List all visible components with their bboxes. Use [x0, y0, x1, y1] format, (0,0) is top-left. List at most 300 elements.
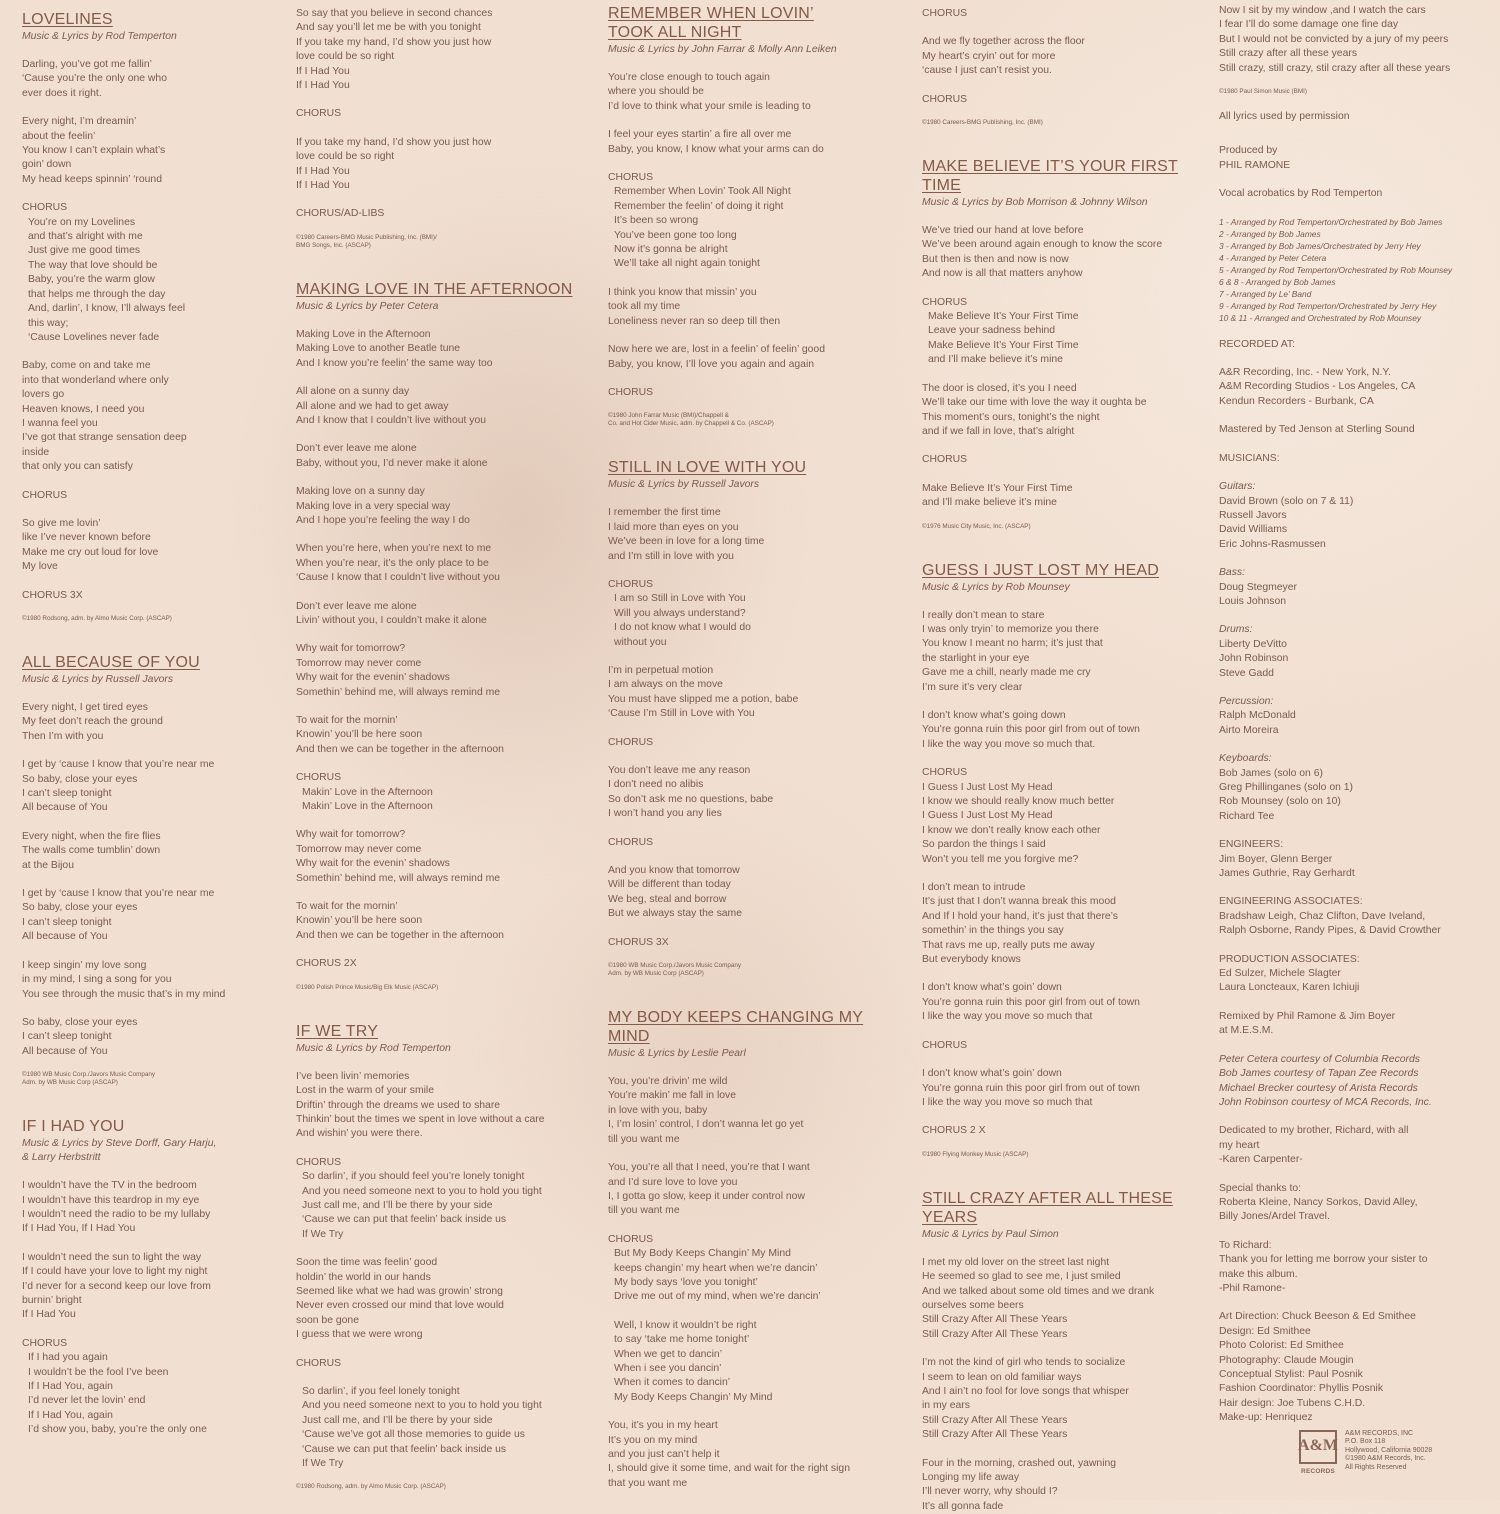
stanza-lines — [22, 489, 272, 503]
vocal-credit: Vocal acrobatics by Rod Temperton — [1219, 188, 1383, 200]
lyric-line: Gave me a chill, nearly made me cry — [922, 667, 1091, 679]
am-logo-caption: RECORDS — [1301, 1467, 1335, 1475]
song-copyright: ©1976 Music City Music, Inc. (ASCAP) — [922, 522, 1031, 530]
lyric-line: I feel your eyes startin’ a fire all over me — [608, 129, 792, 141]
stanza-lines — [296, 900, 586, 943]
stanza-lines — [608, 128, 898, 157]
lyric-line: My body says ‘love you tonight’ — [614, 1276, 758, 1288]
lyric-line: and I’d sure love to love you — [608, 1176, 738, 1188]
song-block — [296, 1022, 586, 1492]
lyric-line: My feet don’t reach the ground — [22, 716, 163, 728]
lyric-line: You don’t leave me any reason — [608, 765, 751, 776]
lyric-line: This moment’s ours, tonight’s the night — [922, 411, 1100, 423]
instrument-label: Bass: — [1219, 567, 1245, 579]
stanza-lines — [296, 542, 586, 585]
lyric-line: I like the way you move so much that. — [922, 738, 1096, 750]
lyric-line: I do not know what I would do — [614, 622, 751, 634]
lyric-line: Baby, you know, I’ll love you again and again — [608, 358, 815, 370]
producer-name: PHIL RAMONE — [1219, 159, 1291, 171]
lyric-line: I can’t sleep tonight — [22, 916, 112, 928]
lyric-line: It’s you on my mind — [608, 1434, 698, 1446]
stanza — [608, 506, 898, 564]
engineer-line: James Guthrie, Ray Gerhardt — [1219, 868, 1355, 880]
lyric-line: ‘Cause Lovelines never fade — [28, 331, 160, 343]
lyric-line: All because of You — [22, 931, 108, 943]
art-credit-line: Art Direction: Chuck Beeson & Ed Smithee — [1219, 1311, 1416, 1323]
lyric-line: love could be so right — [296, 51, 395, 63]
song-continuation — [296, 7, 586, 250]
studio-line: Kendun Recorders - Burbank, CA — [1219, 395, 1374, 407]
lyric-line: CHORUS — [608, 736, 654, 748]
lyric-line: I don’t know what’s goin’ down — [922, 982, 1062, 994]
lyric-line: So darlin’, if you feel lonely tonight — [302, 1386, 460, 1397]
stanza-lines — [296, 957, 586, 971]
stanza-lines — [922, 7, 1202, 21]
lyric-line: somethin’ in the things you say — [922, 925, 1064, 937]
lyric-line: I think you know that missin’ you — [608, 286, 757, 298]
stanza-lines — [296, 442, 586, 471]
chorus-stanza — [296, 1156, 586, 1242]
stanza — [608, 386, 898, 400]
lyric-line: Remember When Lovin’ Took All Night — [614, 186, 791, 198]
song-block — [22, 1117, 272, 1438]
stanza — [922, 981, 1202, 1024]
label-footer — [1299, 1430, 1491, 1474]
song-title: ALL BECAUSE OF YOU — [22, 654, 200, 671]
song-credit: Music & Lyrics by Bob Morrison & Johnny Wilson — [922, 197, 1148, 209]
song-block — [22, 10, 272, 623]
song-copyright: ©1980 Flying Monkey Music (ASCAP) — [922, 1150, 1029, 1158]
lyric-line: and if we fall in love, that’s alright — [922, 425, 1075, 437]
art-credit-line: Photography: Claude Mougin — [1219, 1354, 1354, 1366]
stanza — [22, 887, 272, 945]
note-line: -Phil Ramone- — [1219, 1282, 1286, 1294]
lyric-line: So baby, close your eyes — [22, 902, 138, 914]
lyric-line: Baby, you’re the warm glow — [28, 274, 155, 286]
song-title: REMEMBER WHEN LOVIN’ TOOK ALL NIGHT — [608, 5, 814, 41]
lyric-line: CHORUS — [922, 8, 968, 19]
song-copyright: ©1980 John Farrar Music (BMI)/Chappell & Co. and Hot Cider Music, adm. by Chappell & Co. (ASCAP) — [608, 412, 774, 428]
musicians-list — [1219, 480, 1491, 824]
stanza-lines — [296, 1256, 586, 1342]
lyric-line: Now it’s gonna be alright — [614, 244, 728, 256]
song-block — [608, 458, 898, 978]
lyric-line: And I know you’re feelin’ the same way too — [296, 357, 493, 369]
stanza — [296, 442, 586, 471]
stanza — [922, 482, 1202, 511]
lyric-line: Lost in the warm of your smile — [296, 1085, 435, 1097]
musician-name: Richard Tee — [1219, 810, 1275, 822]
song-title: IF WE TRY — [296, 1022, 379, 1040]
stanza — [922, 709, 1202, 752]
stanza-lines — [296, 600, 586, 629]
lyric-line: Why wait for the evenin’ shadows — [296, 858, 450, 870]
lyric-line: Tomorrow may never come — [296, 657, 422, 669]
song-copyright: ©1980 WB Music Corp./Javors Music Company Adm. by WB Music Corp (ASCAP) — [22, 1071, 156, 1087]
song-block — [22, 653, 272, 1087]
song-continuation — [922, 7, 1202, 127]
lyric-line: Soon the time was feelin’ good — [296, 1257, 438, 1269]
chorus-label: CHORUS — [296, 1156, 342, 1168]
lyric-line: Knowin’ you’ll be here soon — [296, 729, 423, 741]
stanza — [296, 900, 586, 943]
courtesy-line: Bob James courtesy of Tapan Zee Records — [1219, 1068, 1419, 1080]
lyric-line: into that wonderland where only — [22, 374, 169, 386]
lyric-line: without you — [614, 636, 667, 648]
lyric-line: I’m sure it’s very clear — [922, 681, 1023, 693]
lyric-line: You’re gonna ruin this poor girl from out of town — [922, 724, 1140, 736]
courtesy-list — [1219, 1053, 1491, 1111]
lyric-line: I Guess I Just Lost My Head — [922, 810, 1053, 822]
song-title: MAKE BELIEVE IT’S YOUR FIRST TIME — [922, 158, 1179, 195]
stanza — [22, 115, 272, 187]
stanza — [922, 1067, 1202, 1110]
engineering-associates-label: ENGINEERING ASSOCIATES: — [1219, 896, 1363, 908]
song-copyright: ©1980 Rodsong, adm. by Almo Music Corp. (ASCAP) — [22, 615, 172, 622]
stanza-lines — [608, 764, 898, 822]
stanza — [296, 1070, 586, 1142]
lyric-line: If I Had You — [296, 80, 350, 92]
remix-line: Remixed by Phil Ramone & Jim Boyer — [1219, 1010, 1396, 1022]
stanza-lines — [608, 386, 898, 400]
lyric-line: I was only tryin’ to memorize you there — [922, 623, 1099, 635]
lyric-line: Why wait for the evenin’ shadows — [296, 672, 450, 684]
lyric-line: Won’t you tell me you forgive me? — [922, 853, 1079, 865]
remix-credit — [1219, 1010, 1491, 1039]
musician-group — [1219, 480, 1491, 552]
chorus-stanza — [922, 766, 1202, 867]
lyric-line: burnin’ bright — [22, 1294, 82, 1306]
musician-name: Russell Javors — [1219, 509, 1287, 521]
stanza — [608, 936, 898, 950]
musician-name: John Robinson — [1219, 653, 1289, 665]
stanza-lines — [296, 1170, 586, 1242]
lyric-line: And then we can be together in the afternoon — [296, 929, 504, 941]
stanza — [296, 7, 586, 93]
courtesy-line: John Robinson courtesy of MCA Records, Inc. — [1219, 1096, 1432, 1108]
lyric-line: lovers go — [22, 389, 65, 401]
lyric-line: You, you’re drivin’ me wild — [608, 1076, 728, 1088]
stanza-lines — [922, 981, 1202, 1024]
musician-name: David Williams — [1219, 524, 1288, 536]
stanza-lines — [296, 714, 586, 757]
stanza — [922, 1124, 1202, 1138]
am-records-logo — [1299, 1430, 1337, 1474]
stanza-lines — [296, 328, 586, 371]
art-credit-line: Conceptual Stylist: Paul Posnik — [1219, 1369, 1363, 1380]
song-block — [922, 157, 1202, 531]
engineer-line: Jim Boyer, Glenn Berger — [1219, 853, 1333, 865]
lyric-line: He seemed so glad to see me, I just smiled — [922, 1271, 1121, 1283]
lyric-line: Somethin’ behind me, will always remind me — [296, 872, 501, 884]
address-line: ©1980 A&M Records, Inc. — [1345, 1455, 1426, 1463]
address-line: Hollywood, California 90028 — [1345, 1446, 1433, 1454]
lyric-line: I get by ‘cause I know that you’re near me — [22, 888, 215, 900]
lyric-line: Every night, I get tired eyes — [22, 702, 148, 713]
lyric-line: But My Body Keeps Changin’ My Mind — [614, 1248, 791, 1260]
lyric-line: I’m in perpetual motion — [608, 664, 714, 676]
lyric-line: Never even crossed our mind that love would — [296, 1300, 504, 1312]
stanza-lines — [922, 382, 1202, 440]
lyric-line: I am always on the move — [608, 679, 723, 691]
stanza-lines — [608, 592, 898, 650]
address-line: P.O. Box 118 — [1345, 1438, 1386, 1446]
song-title: STILL CRAZY AFTER ALL THESE YEARS — [922, 1189, 1173, 1226]
song-credit: Music & Lyrics by John Farrar & Molly Ann Leiken — [608, 44, 837, 55]
lyric-line: If I Had You — [22, 1309, 76, 1321]
lyric-line: If I Had You, again — [28, 1381, 113, 1392]
lyric-line: But then is then and now is now — [922, 253, 1069, 265]
stanza-lines — [608, 864, 898, 922]
lyric-line: CHORUS/AD-LIBS — [296, 208, 385, 220]
lyric-line: Still crazy, still crazy, stil crazy after all these years — [1219, 62, 1451, 74]
stanza-lines — [608, 1319, 898, 1405]
lyric-line: If We Try — [302, 1458, 344, 1470]
special-thanks-label: Special thanks to: — [1219, 1182, 1302, 1194]
song-copyright: ©1980 Careers-BMG Music Publishing, Inc. (BMI)/ BMG Songs, Inc. (ASCAP) — [296, 233, 437, 249]
lyric-line: If I Had You — [296, 165, 350, 177]
musician-name: Steve Gadd — [1219, 667, 1274, 679]
stanza — [296, 1256, 586, 1342]
musician-group — [1219, 695, 1491, 738]
lyric-line: And I know that I couldn’t live without you — [296, 414, 487, 426]
lyric-line: I like the way you move so much that — [922, 1011, 1093, 1023]
arrangement-line: 6 & 8 - Arranged by Bob James — [1219, 276, 1336, 287]
lyric-line: till you want me — [608, 1205, 680, 1217]
lyric-line: this way; — [28, 317, 69, 329]
lyric-line: To wait for the mornin’ — [296, 715, 398, 726]
lyric-line: Driftin’ through the dreams we used to share — [296, 1099, 501, 1111]
lyric-line: inside — [22, 446, 50, 458]
lyric-line: And say you’ll let me be with you tonight — [296, 22, 481, 34]
lyric-line: that you want me — [608, 1477, 688, 1489]
musician-name: Liberty DeVitto — [1219, 638, 1287, 650]
art-credit-line: Photo Colorist: Ed Smithee — [1219, 1340, 1344, 1352]
musician-name: Bob James (solo on 6) — [1219, 767, 1323, 779]
instrument-label: Drums: — [1219, 624, 1253, 636]
lyric-line: I keep singin’ my love song — [22, 959, 147, 971]
lyric-line: If I Had You, If I Had You — [22, 1223, 136, 1235]
chorus-label: CHORUS — [922, 767, 968, 779]
stanza-lines — [608, 185, 898, 271]
lyric-line: I don’t know what’s going down — [922, 709, 1066, 721]
musician-name: Louis Johnson — [1219, 595, 1287, 607]
produced-label: Produced by — [1219, 145, 1278, 157]
lyric-line: Drive me out of my mind, when we’re dancin’ — [614, 1291, 821, 1303]
lyric-line: I’ll never worry, why should I? — [922, 1486, 1058, 1498]
stanza-lines — [922, 1124, 1202, 1138]
stanza — [922, 1256, 1202, 1342]
stanza-lines — [22, 589, 272, 603]
note-line: Thank you for letting me borrow your sister to — [1219, 1254, 1428, 1266]
lyric-line: My head keeps spinnin’ ‘round — [22, 173, 162, 185]
remix-line: at M.E.S.M. — [1219, 1025, 1274, 1037]
lyric-line: It’s all gonna fade — [922, 1500, 1004, 1512]
lyric-line: I get by ‘cause I know that you’re near me — [22, 759, 215, 771]
lyric-line: Make Believe It’s Your First Time — [928, 339, 1079, 351]
stanza — [608, 128, 898, 157]
stanza — [296, 714, 586, 757]
lyric-line: and I’m still in love with you — [608, 550, 734, 562]
stanza — [296, 542, 586, 585]
lyrics-column-3 — [608, 4, 898, 1504]
lyric-line: ever does it right. — [22, 87, 102, 99]
arrangement-line: 1 - Arranged by Rod Temperton/Orchestrated by Bob James — [1219, 216, 1443, 227]
song-block — [922, 1189, 1202, 1514]
thanks-line: Roberta Kleine, Nancy Sorkos, David Alley, — [1219, 1196, 1418, 1208]
lyric-line: I met my old lover on the street last night — [922, 1256, 1110, 1268]
lyric-line: We’ll take our time with love the way it oughta be — [922, 397, 1147, 409]
musician-name: Greg Phillinganes (solo on 1) — [1219, 782, 1353, 793]
lyric-line: CHORUS — [922, 1039, 968, 1051]
lyric-line: ‘Cause we’ve got all those memories to guide us — [302, 1429, 525, 1441]
chorus-label: CHORUS — [608, 172, 654, 184]
lyric-line: So don’t ask me no questions, babe — [608, 793, 774, 805]
lyric-line: I seem to lean on old familiar ways — [922, 1371, 1082, 1383]
special-thanks-block — [1219, 1182, 1491, 1225]
stanza-lines — [22, 115, 272, 187]
stanza-lines — [922, 1457, 1202, 1514]
lyric-line: You, it’s you in my heart — [608, 1420, 718, 1432]
stanza-lines — [296, 642, 586, 700]
lyric-line: goin’ down — [22, 159, 72, 171]
lyric-line: Remember the feelin’ of doing it right — [614, 200, 784, 212]
stanza — [296, 385, 586, 428]
lyric-line: And wishin’ you were there. — [296, 1128, 423, 1140]
stanza-lines — [922, 453, 1202, 467]
lyric-line: We’ve tried our hand at love before — [922, 225, 1084, 237]
lyric-line: So baby, close your eyes — [22, 773, 138, 785]
lyric-line: You’re gonna ruin this poor girl from out of town — [922, 1082, 1140, 1094]
lyric-line: And I hope you’re feeling the way I do — [296, 514, 470, 526]
production-associate-line: Ed Sulzer, Michele Slagter — [1219, 968, 1341, 980]
stanza — [922, 35, 1202, 78]
lyric-line: Making Love in the Afternoon — [296, 328, 431, 340]
stanza-lines — [296, 207, 586, 221]
lyric-line: Making love in a very special way — [296, 500, 451, 512]
lyric-line: All because of You — [22, 802, 108, 814]
lyric-line: I wouldn’t be the fool I’ve been — [28, 1366, 169, 1378]
song-credit: Music & Lyrics by Steve Dorff, Gary Harju, & Larry Herbstritt — [22, 1138, 217, 1164]
chorus-label: CHORUS — [608, 578, 654, 590]
stanza — [296, 107, 586, 121]
stanza-lines — [296, 1385, 586, 1471]
lyric-line: You must have slipped me a potion, babe — [608, 693, 799, 705]
stanza-lines — [22, 58, 272, 101]
credits-column — [1219, 4, 1491, 1504]
lyric-line: I know we should really know much better — [922, 796, 1115, 807]
lyric-line: And you know that tomorrow — [608, 865, 740, 877]
stanza — [296, 600, 586, 629]
lyric-line: We’ve been in love for a long time — [608, 536, 765, 548]
stanza — [296, 1357, 586, 1371]
lyric-line: holdin’ the world in our hands — [296, 1271, 431, 1283]
opening-lines — [1219, 4, 1491, 76]
lyric-line: And, darlin’, I know, I’ll always feel — [28, 303, 186, 315]
lyric-line: ‘Cause we can put that feelin’ back inside us — [302, 1214, 507, 1226]
lyric-line: That ravs me up, really puts me away — [922, 939, 1095, 951]
song-title: IF I HAD YOU — [22, 1118, 125, 1136]
stanza-lines — [922, 709, 1202, 752]
stanza — [608, 1319, 898, 1405]
lyric-line: about the feelin’ — [22, 130, 96, 142]
lyric-line: Makin’ Love in the Afternoon — [302, 801, 433, 813]
song-block — [296, 280, 586, 992]
stanza-lines — [608, 1075, 898, 1147]
lyric-line: and you just can’t help it — [608, 1449, 720, 1460]
lyric-line: soon be gone — [296, 1314, 359, 1326]
musician-group — [1219, 752, 1491, 824]
production-associates-block — [1219, 953, 1491, 996]
stanza-lines — [22, 830, 272, 873]
stanza — [22, 830, 272, 873]
lyric-line: The door is closed, it’s you I need — [922, 382, 1077, 394]
lyric-line: Leave your sadness behind — [928, 325, 1056, 337]
musician-group — [1219, 566, 1491, 609]
studio-line: A&M Recording Studios - Los Angeles, CA — [1219, 381, 1416, 393]
stanza — [22, 1016, 272, 1059]
lyric-line: I’d never let the lovin’ end — [28, 1395, 146, 1407]
stanza-lines — [922, 482, 1202, 511]
lyric-line: CHORUS — [22, 489, 68, 501]
dedication-line: my heart — [1219, 1139, 1260, 1151]
stanza — [922, 382, 1202, 440]
chorus-label: CHORUS — [608, 1233, 654, 1245]
instrument-label: Guitars: — [1219, 481, 1256, 493]
note-line: To Richard: — [1219, 1239, 1272, 1251]
stanza — [922, 93, 1202, 107]
lyrics-column-2 — [296, 7, 586, 1507]
stanza-lines — [922, 881, 1202, 967]
lyric-line: You, you’re all that I need, you’re that I want — [608, 1162, 810, 1174]
lyric-line: Make Believe It’s Your First Time — [922, 482, 1073, 494]
stanza — [922, 1039, 1202, 1053]
lyric-line: The way that love should be — [28, 259, 158, 271]
musician-name: Doug Stegmeyer — [1219, 581, 1297, 593]
lyric-line: Knowin’ you’ll be here soon — [296, 915, 423, 927]
lyric-line: Now I sit by my window ,and I watch the cars — [1219, 5, 1426, 16]
stanza — [922, 609, 1202, 695]
chorus-label: CHORUS — [922, 296, 968, 308]
art-credit-line: Design: Ed Smithee — [1219, 1325, 1311, 1337]
lyric-line: Every night, when the fire flies — [22, 830, 161, 842]
lyric-line: If you take my hand, I’d show you just how — [296, 36, 492, 48]
stanza-lines — [922, 1356, 1202, 1442]
lyric-line: where you should be — [608, 86, 704, 98]
am-logo-mark: A&M — [1299, 1430, 1337, 1464]
lyric-line: All alone on a sunny day — [296, 386, 410, 398]
lyric-line: But everybody knows — [922, 954, 1021, 966]
lyric-line: When we get to dancin’ — [614, 1348, 723, 1360]
song-copyright: ©1980 Polish Prince Music/Big Elk Music (ASCAP) — [296, 983, 439, 991]
engineering-associates-block — [1219, 895, 1491, 938]
lyric-line: Somethin’ behind me, will always remind me — [296, 686, 501, 698]
lyric-line: We’ve been around again enough to know the score — [922, 239, 1163, 251]
stanza — [22, 489, 272, 503]
stanza — [22, 1179, 272, 1237]
lyric-line: I, I’m losin’ control, I don’t wanna let go yet — [608, 1119, 804, 1131]
lyric-line: Baby, you know, I know what your arms can do — [608, 143, 824, 155]
lyric-line: I wouldn’t need the sun to light the way — [22, 1251, 202, 1263]
lyric-line: Well, I know it wouldn’t be right — [614, 1319, 757, 1331]
lyric-line: Makin’ Love in the Afternoon — [302, 786, 433, 798]
lyric-line: Still Crazy After All These Years — [922, 1328, 1068, 1340]
stanza — [608, 71, 898, 114]
stanza-lines — [922, 1256, 1202, 1342]
lyric-line: I’m not the kind of girl who tends to socialize — [922, 1357, 1126, 1369]
lyric-line: I like the way you move so much that — [922, 1096, 1093, 1108]
lyric-line: I don’t mean to intrude — [922, 882, 1026, 894]
